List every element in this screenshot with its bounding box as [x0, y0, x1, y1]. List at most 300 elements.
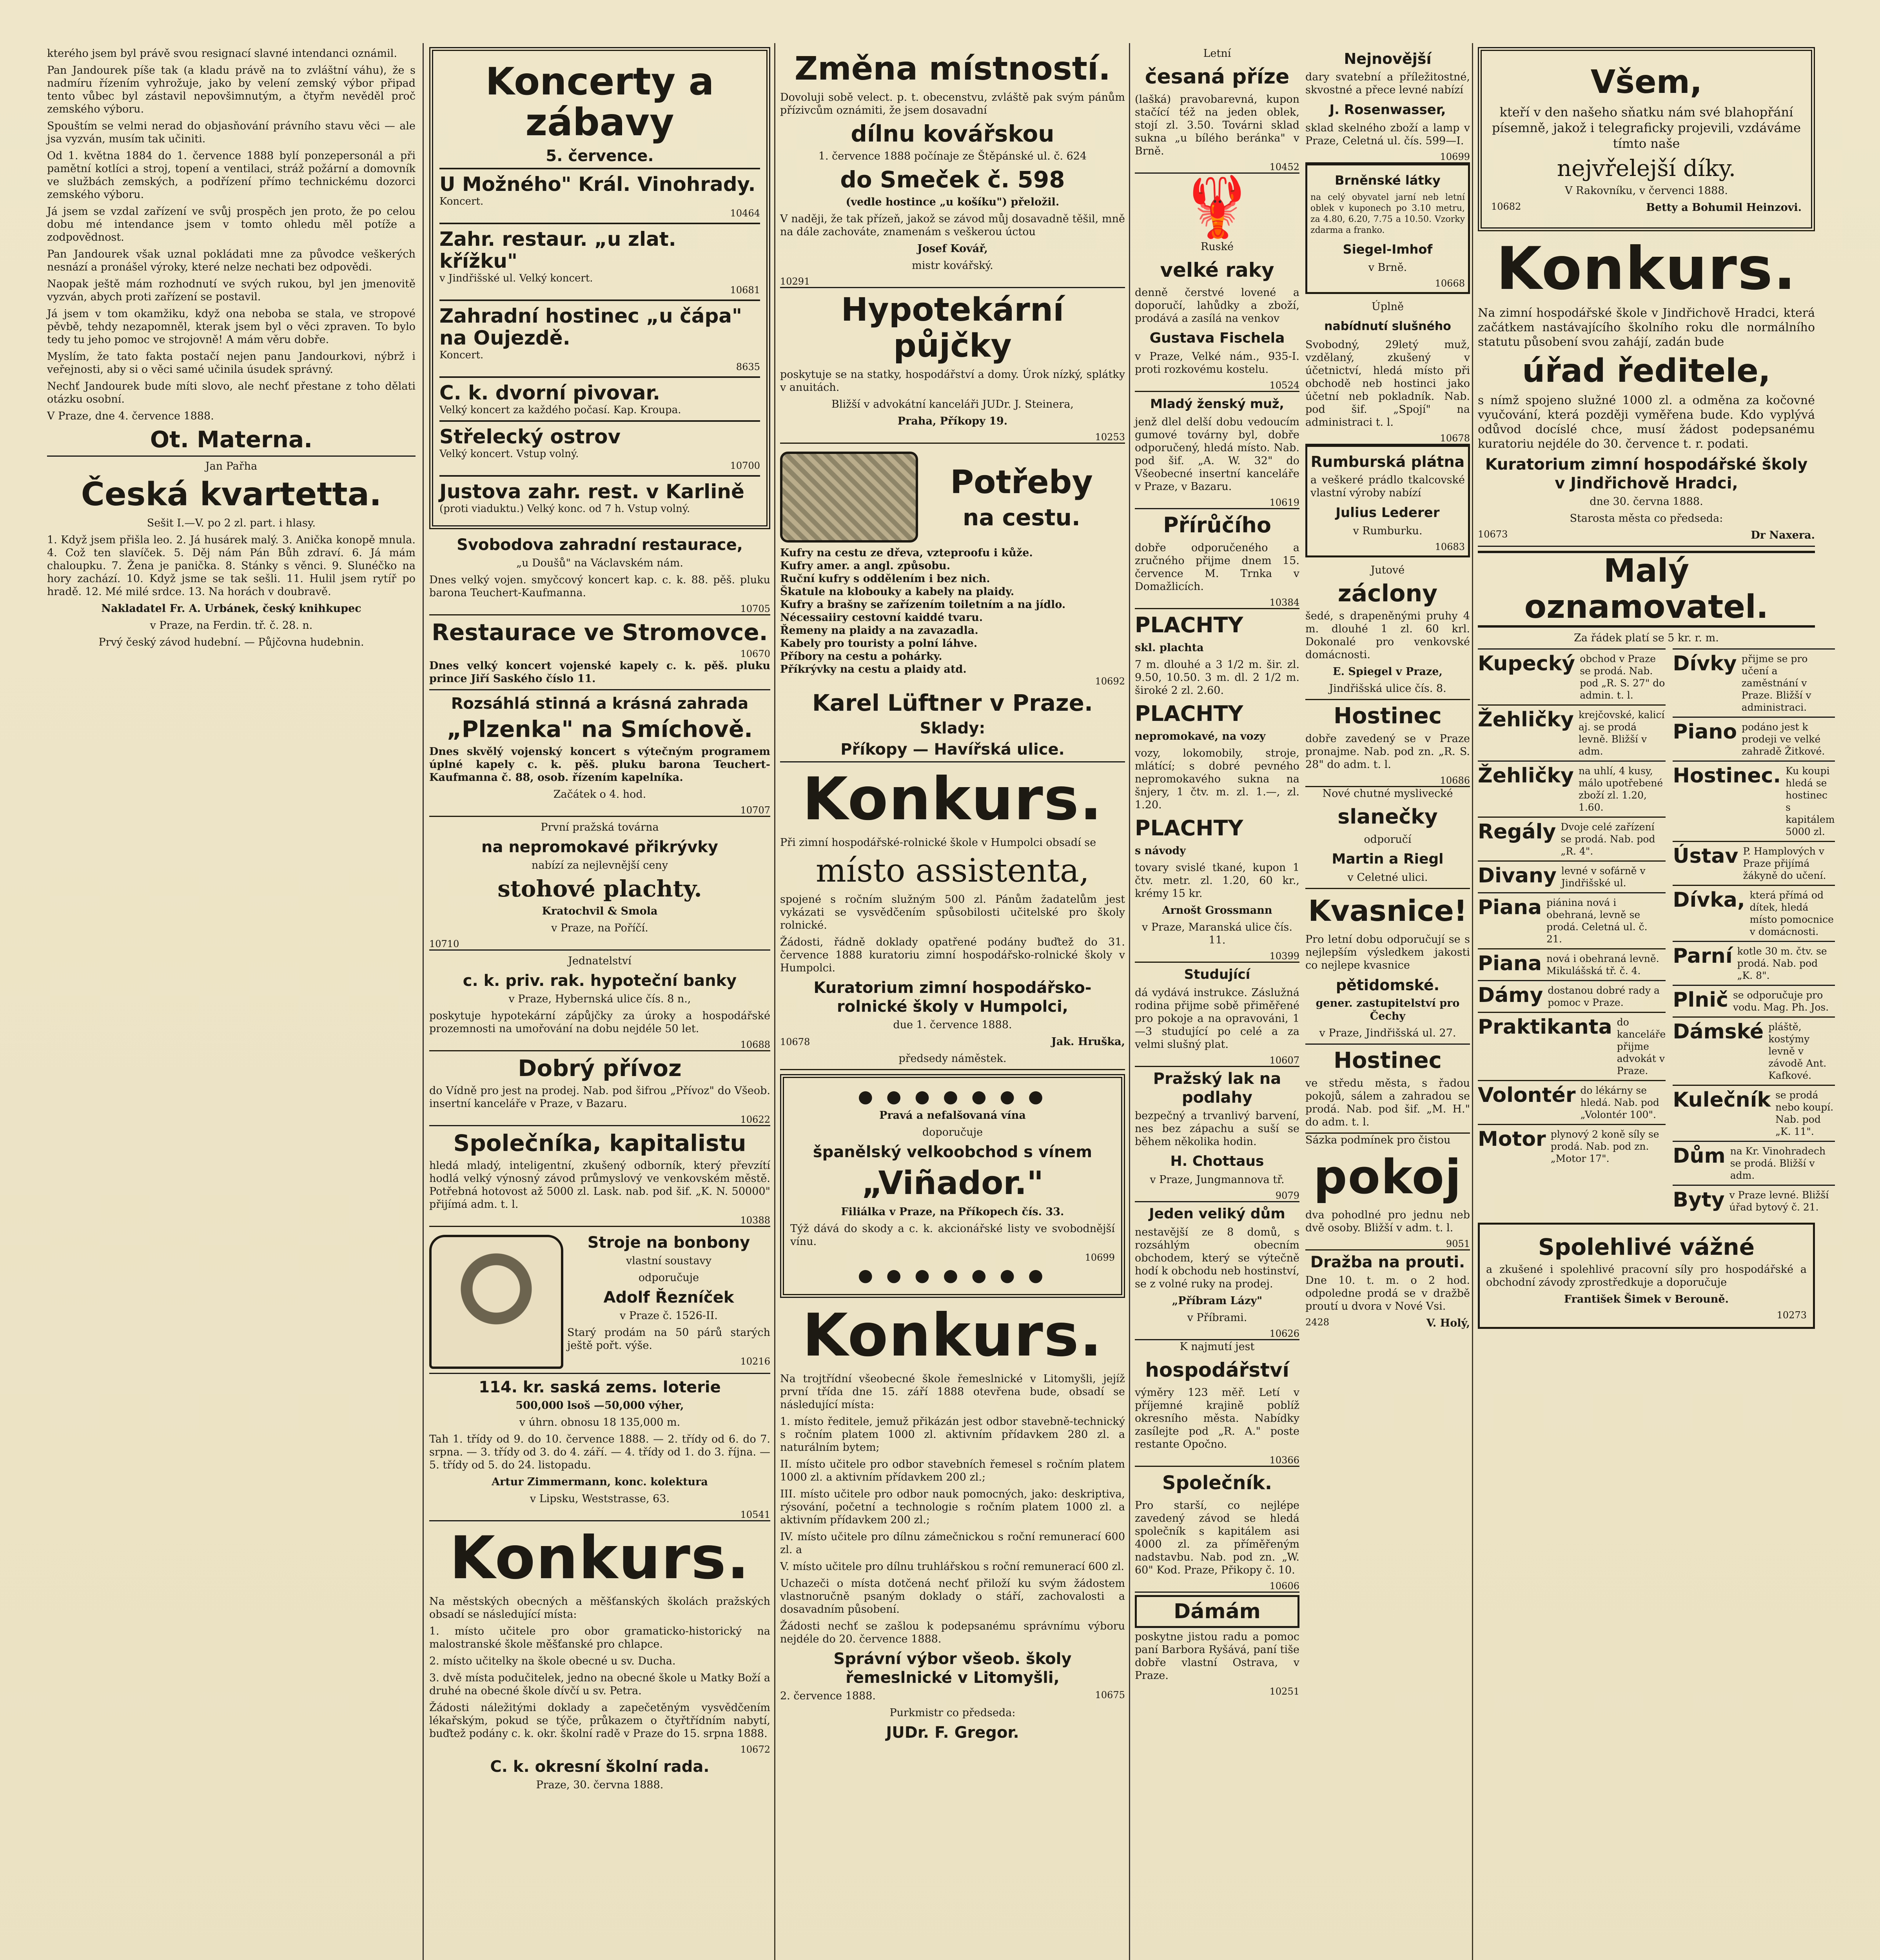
ad-text: s nímž spojeno služné 1000 zl. a odměna za kočovné vyučování, která později vyměřena bude. Kdo vyplývá odůvod docíslé chce, musí žádost podepsanému kuratoriu nejdéle do 30. července t. r. podati.	[1478, 394, 1815, 451]
ad-board: Správní výbor všeob. školy řemeslnické v Litomyšli,	[833, 1650, 1072, 1687]
ad-priracko	[1135, 512, 1299, 609]
ad-title: Česká kvartetta.	[81, 476, 382, 513]
classified-text: levné v sofárně v Jindřišské ul.	[1561, 865, 1646, 889]
ad-number: 9051	[1446, 1238, 1470, 1249]
column-article	[47, 47, 416, 1960]
ad-address: Praha, Příkopy 19.	[897, 415, 1008, 427]
ad-title: Restaurace ve Stromovce.	[432, 619, 768, 646]
ad-plachty	[1135, 612, 1299, 963]
ad-title: Dobrý přívoz	[518, 1055, 682, 1082]
classified-text: do lékárny se hledá. Nab. pod „Volontér 100".	[1580, 1085, 1659, 1120]
ad-text: Na zimní hospodářské škole v Jindřichově Hradci, která začátkem nastávajícího školního roku dle normálního statutu působení svou zahájí, zadán bude	[1478, 306, 1815, 349]
concert-desc: Koncert.	[439, 349, 484, 361]
song-list: 1. Když jsem přišla leo. 2. Já husárek malý. 3. Anička konopě mnula. 4. Což ten slavíček. 5. Děj nám Pán Bůh zdraví. 6. Já mám chaloupku. 7. Žena je panička. 8. Stánky s věnci. 9. Slunéčko na hory zachází. 10. Když jsme se tak sešli. 11. Hulil jsem rytíř po hradě. 12. Mé milé srdce. 13. Na horách v doubravě.	[47, 534, 416, 598]
section-title: Malý oznamovatel.	[1478, 551, 1815, 628]
ad-text: Týž dává do skody a c. k. akcionářské listy ve svobodnější vínu.	[790, 1223, 1115, 1248]
ad-address: v Praze, na Poříčí.	[551, 922, 648, 934]
classified-item	[1673, 1141, 1835, 1185]
concert-venue: Střelecký ostrov	[439, 425, 621, 448]
ad-number: 10541	[740, 1509, 770, 1520]
classified-item	[1673, 648, 1835, 717]
ad-signature: JUDr. F. Gregor.	[886, 1724, 1019, 1742]
ad-loterie	[429, 1378, 770, 1521]
ad-item: 3. dvě místa podučitelek, jedno na obecné škole u Matky Boží a druhé na obecné škole dívčí u sv. Petra.	[429, 1672, 770, 1697]
ad-place: Praze, 30. června 1888.	[536, 1779, 664, 1791]
article-paragraph: Já jsem v tom okamžiku, když ona neboba se stala, ve stropové pěvbě, tehdy nezapomněl, kterak jsem byl o věci zpraven. To bylo tedy tu jeho pomoc ve strojovně! A mám věru dobře.	[47, 308, 416, 346]
ad-title: česaná příze	[1145, 65, 1290, 89]
ad-damam	[1135, 1595, 1299, 1697]
classified-keyword: Piana	[1478, 952, 1542, 975]
ad-firm: Josef Kovář,	[917, 243, 988, 255]
ad-item: 1. místo učitele pro obor gramaticko-historický na malostranské škole měšťanské pro chlapce.	[429, 1625, 770, 1650]
classified-text: Ku koupi hledá se hostinec s kapitálem 5000 zl.	[1786, 765, 1835, 837]
classified-keyword: Motor	[1478, 1127, 1546, 1151]
classified-keyword: Divany	[1478, 864, 1557, 887]
ad-title: Nejnovější	[1344, 50, 1432, 67]
ad-text: vozy, lokomobily, stroje, mlátící; s dobré pevného nepromokavého sukna na šnjery, 1 čtv. m. zl. 1.—, zl. 1.20.	[1135, 747, 1299, 811]
ad-title: Změna místností.	[794, 50, 1111, 87]
ad-text: dva pohodlné pro jednu neb dvě osoby. Bližší v adm. t. l.	[1305, 1209, 1470, 1234]
ad-big: pokoj	[1313, 1150, 1462, 1205]
ad-text: Dne 10. t. m. o 2 hod. odpoledne prodá se v dražbě proutí u dvora v Nové Vsi.	[1305, 1274, 1470, 1312]
ad-dum	[1135, 1205, 1299, 1340]
classified-item	[1478, 1124, 1666, 1168]
classified-keyword: Ústav	[1673, 844, 1738, 868]
ad-title: Brněnské látky	[1335, 173, 1441, 188]
ad-text: spojené s ročním služným 500 zl. Pánům žadatelům jest vykázati se vysvědčením spůsobilosti učitelské pro školy rolnické.	[780, 893, 1125, 931]
classified-text: se prodá nebo koupí. Nab. pod „K. 11".	[1775, 1089, 1834, 1137]
classified-item	[1673, 985, 1835, 1016]
classified-item	[1478, 1080, 1666, 1124]
ad-address: v Praze, Hybernská ulice čís. 8 n.,	[508, 993, 691, 1005]
classified-text: piánina nová i obehraná, levně se prodá. Celetná ul. č. 21.	[1546, 897, 1648, 945]
ad-title: Dražba na prouti.	[1310, 1253, 1465, 1271]
ad-line: Kabely pro touristy a polní láhve.	[780, 637, 978, 650]
ad-text: Pro letní dobu odporučují se s nejlepším výsledkem jakosti co nejlepe kvasnice	[1305, 933, 1470, 971]
classified-text: kotle 30 m. čtv. se prodá. Nab. pod „K. 8".	[1737, 946, 1827, 981]
ad-number: 10707	[740, 805, 770, 816]
ad-title: Společníka, kapitalistu	[453, 1130, 746, 1156]
ad-title: Rumburská plátna	[1310, 453, 1465, 470]
ad-text: odporučí	[1364, 833, 1412, 846]
ad-number: 10672	[740, 1744, 770, 1755]
concert-venue: U Možného" Král. Vinohrady.	[439, 173, 756, 196]
ad-big: dílnu kovářskou	[851, 120, 1054, 147]
ad-text: dobře zavedený se v Praze pronajme. Nab. pod zn. „R. S. 28" do adm. t. l.	[1305, 733, 1470, 771]
bonbon-machine-image	[429, 1235, 563, 1369]
ad-title: Potřeby	[950, 464, 1093, 501]
composer-name: Jan Pařha	[205, 460, 258, 472]
article-paragraph: Spouštím se velmi nerad do objasňování právního stavu věci — ale jsa vyzván, musím tak učiniti.	[47, 120, 416, 145]
classified-item	[1478, 760, 1666, 817]
ad-number: 10251	[1269, 1686, 1299, 1697]
classified-text: přijme se pro učení a zaměstnání v Praze. Bližší v administraci.	[1741, 653, 1811, 713]
ad-text: bezpečný a trvanlivý barvení, nes bez zápachu a suší se během několika hodin.	[1135, 1110, 1299, 1148]
classified-item	[1478, 648, 1666, 704]
article-author: Ot. Materna.	[150, 426, 313, 453]
concert-item	[439, 223, 760, 299]
classified-text: obchod v Praze se prodá. Nab. pod „R. S. 27" do admin. t. l.	[1580, 653, 1665, 701]
classified-keyword: Dům	[1673, 1144, 1726, 1168]
classified-keyword: Byty	[1673, 1188, 1725, 1212]
ad-text: kteří v den našeho sňatku nám své blahopřání písemně, jakož i telegraficky projevili, vzdáváme tímto naše	[1492, 105, 1801, 151]
ad-hostinec-2	[1305, 1048, 1470, 1134]
ad-subtitle: nabízí za nejlevnější ceny	[532, 859, 668, 871]
ad-title: Hypotekární půjčky	[841, 291, 1064, 365]
ad-title: Společník.	[1162, 1472, 1272, 1494]
ad-text: dobře odporučeného a zručného přijme dnem 15. července M. Trnka v Domažlicích.	[1135, 542, 1299, 593]
ad-drazba	[1305, 1253, 1470, 1334]
ad-title: hospodářství	[1145, 1359, 1289, 1381]
ad-number: 10452	[1269, 162, 1299, 172]
article-paragraph: Myslím, že tato fakta postačí nejen panu Jandourkovi, nýbrž i veřejnosti, aby si o věci samé učinila úsudek správný.	[47, 350, 416, 376]
ad-number: 10291	[780, 276, 810, 287]
classified-text: podáno jest k prodeji ve velké zahradě Žitkové.	[1742, 721, 1825, 757]
classified-keyword: Kupecký	[1478, 652, 1575, 675]
publisher: Nakladatel Fr. A. Urbánek, český knihkupec	[101, 603, 361, 615]
ad-brnenske	[1305, 163, 1470, 294]
ad-spolecnik	[1135, 1470, 1299, 1593]
ad-title: Spolehlivé vážné	[1538, 1234, 1755, 1260]
ad-head: Úplně	[1371, 301, 1404, 313]
ad-signature: V. Holý,	[1426, 1317, 1470, 1329]
ad-title: Kvasnice!	[1308, 894, 1467, 928]
ad-title: nabídnutí slušného	[1324, 319, 1451, 333]
ad-firm: gener. zastupitelství pro Čechy	[1316, 997, 1460, 1022]
section-price: Za řádek platí se 5 kr. r. m.	[1574, 632, 1719, 644]
ad-text: dá vydává instrukce. Záslužná rodina přijme sobě přiměřené pro pokoje a na opravováni, 1—3 studující po celé a za velmi slušný plat.	[1135, 987, 1299, 1051]
ad-number: 10524	[1269, 380, 1299, 391]
classified-item	[1673, 941, 1835, 985]
ad-number: 10683	[1435, 541, 1465, 552]
ad-subtitle: „u Doušů" na Václavském nám.	[516, 557, 683, 569]
classified-keyword: Piano	[1673, 720, 1737, 744]
concert-desc: (proti viaduktu.) Velký konc. od 7 h. Vstup volný.	[439, 503, 690, 515]
ad-number: 10619	[1269, 497, 1299, 508]
ad-number: 10399	[1269, 951, 1299, 962]
classified-keyword: Dívka,	[1673, 888, 1745, 912]
classified-text: nová i obehraná levně. Mikulášská tř. č. 4.	[1546, 953, 1659, 976]
ad-text: jenž dlel delší dobu vedoucím gumové továrny byl, dobře odporučený, hledá místo. Nab. pod šif. „A. W. 32" do Všeobecné insertní kanceláře v Praze, v Bazaru.	[1135, 416, 1299, 493]
ad-intro: Na městských obecných a měšťanských školách pražských obsadí se následující místa:	[429, 1595, 770, 1621]
ad-number: 10668	[1435, 278, 1465, 289]
ad-title: Stroje na bonbony	[587, 1234, 750, 1252]
ad-big: úřad ředitele,	[1522, 352, 1771, 390]
ad-text: Tah 1. třídy od 9. do 10. července 1888. — 2. třídy od 6. do 7. srpna. — 3. třídy od 3. do 4. září. — 4. třídy od 1. do 3. října. — 5. třídy od 5. do 24. listopadu.	[429, 1433, 770, 1471]
ad-title: PLACHTY	[1135, 613, 1243, 637]
classified-text: P. Hamplových v Praze přijímá žákyně do učení.	[1743, 846, 1826, 881]
lobster-image: 🦞	[1180, 173, 1254, 241]
classified-keyword: Piana	[1478, 896, 1542, 919]
classified-item	[1478, 704, 1666, 760]
ad-time: Začátek o 4. hod.	[553, 788, 646, 800]
classified-keyword: Žehličky	[1478, 708, 1574, 731]
ad-prikryvky	[429, 821, 770, 951]
ad-hypo	[780, 292, 1125, 444]
ad-title: Mladý ženský muž,	[1150, 396, 1284, 411]
ad-hostinec	[1305, 703, 1470, 787]
ad-text: a veškeré prádlo tkalcovské vlastní výroby nabízí	[1310, 474, 1465, 499]
ornament-border: ● ● ● ● ● ● ●	[858, 1265, 1047, 1285]
ad-konkurs-litomysl	[780, 1301, 1125, 1742]
ad-text: Žádosti nechť se zašlou k podepsanému správnímu výboru nejdéle do 20. července 1888.	[780, 1620, 1125, 1645]
article-paragraph: Nechť Jandourek bude míti slovo, ale nechť přestane z toho dělati otázku osobní.	[47, 380, 416, 405]
ad-text: Svobodný, 29letý muž, vzdělaný, zkušený v účetnictví, hledá místo při obchodě neb hostinci jako účetní neb pokladník. Nab. pod šif. „Spojí" na administraci t. l.	[1305, 339, 1470, 428]
ad-address: v Brně.	[1368, 261, 1407, 274]
ad-head: K najmutí jest	[1180, 1341, 1255, 1353]
ad-text: poskytuje se na statky, hospodářství a domy. Úrok nízký, splátky v anuitách.	[780, 368, 1125, 394]
classified-item	[1673, 885, 1835, 941]
ad-privoz	[429, 1055, 770, 1126]
ad-studujici	[1135, 965, 1299, 1067]
ad-subtitle: vlastní soustavy	[626, 1255, 712, 1267]
ad-head: Nové chutné myslivecké	[1322, 788, 1453, 800]
ad-line: Řemeny na plaidy a na zavazadla.	[780, 624, 978, 637]
ad-text: denně čerstvé lovené a doporučí, lahůdky a zboží, prodává a zasílá na venkov	[1135, 287, 1299, 325]
ad-text: nestavější ze 8 domů, s rozsáhlým obecním obchodem, který se výtečně hodí k obchodu neb hostinství, se z volné ruky na prodej.	[1135, 1226, 1299, 1290]
ad-title: Hostinec	[1334, 1048, 1442, 1073]
ad-title: na nepromokavé přikrývky	[481, 838, 718, 856]
ad-vinador	[780, 1074, 1125, 1298]
classified-text: krejčovské, kalicí aj. se prodá levně. Bližší v adm.	[1578, 709, 1665, 757]
ad-firm: František Šimek v Berouně.	[1564, 1293, 1729, 1305]
ad-item: V. místo učitele pro dílnu truhlářskou s roční remunerací 600 zl.	[780, 1561, 1124, 1573]
ad-place: V Rakovníku, v červenci 1888.	[1564, 185, 1728, 197]
ad-title: slanečky	[1337, 805, 1438, 829]
classified-text: na uhlí, 4 kusy, málo upotřebené zboží zl. 1.20, 1.60.	[1578, 765, 1663, 813]
classified-keyword: Dámské	[1673, 1020, 1764, 1044]
ad-title: „Plzenka" na Smíchově.	[446, 716, 753, 742]
ad-chair: Starosta města co předseda:	[1570, 512, 1723, 524]
ad-text: na celý obyvatel jarní neb letní oblek v kuponech po 3.10 metru, za 4.80, 6.20, 7.75 a 10.50. Vzorky zdarma a franko.	[1310, 192, 1465, 235]
concert-item	[439, 475, 760, 519]
ad-address: v Lipsku, Weststrasse, 63.	[530, 1493, 670, 1505]
ad-title: Konkurs.	[449, 1524, 750, 1592]
concert-desc: Velký koncert za každého počasí. Kap. Kroupa.	[439, 404, 681, 416]
ad-chair: Purkmistr co předseda:	[889, 1707, 1016, 1719]
ad-kuratorium: Kuratorium zimní hospodářsko-rolnické školy v Humpolci,	[813, 979, 1092, 1016]
ad-line: Nécessaiiry cestovní kaiddé tvaru.	[780, 612, 983, 624]
classified-item	[1673, 1085, 1835, 1141]
classified-keyword: Kulečník	[1673, 1088, 1771, 1112]
ad-firm: E. Spiegel v Praze,	[1333, 666, 1443, 678]
classified-keyword: Dámy	[1478, 984, 1543, 1007]
ad-address: v Celetné ulici.	[1347, 871, 1428, 884]
concert-item	[439, 376, 760, 420]
concert-desc: Koncert.	[439, 196, 484, 207]
column-rule	[423, 43, 424, 1960]
ad-number: 8635	[736, 361, 760, 372]
ad-number: 10388	[740, 1215, 770, 1226]
column-rule	[774, 43, 775, 1960]
ad-number: 10253	[1095, 432, 1125, 443]
classified-item	[1673, 1185, 1835, 1216]
ad-number: 10700	[730, 460, 760, 471]
ad-line: Kufry amer. a angl. způsobu.	[780, 560, 951, 572]
ad-text: Žádosti, řádně doklady opatřené podány buďtež do 31. července 1888 kuratoriu zimní hospodářsko-rolnické školy v Humpolci.	[780, 936, 1125, 974]
ad-konkurs-praha	[429, 1524, 770, 1791]
ad-firm: „Příbram Lázy"	[1172, 1295, 1263, 1307]
ad-kvasnice	[1305, 893, 1470, 1045]
concert-venue: C. k. dvorní pivovar.	[439, 381, 661, 404]
publisher-footer: Prvý český závod hudební. — Půjčovna hudebnin.	[98, 636, 364, 648]
ad-prize: 500,000 lsoš —50,000 výher,	[515, 1399, 684, 1412]
ad-firm: Siegel-Imhof	[1343, 242, 1433, 257]
concert-venue: Justova zahr. rest. v Karlině	[439, 480, 744, 503]
ad-number: 10216	[740, 1356, 770, 1367]
ad-signature: C. k. okresní školní rada.	[490, 1758, 710, 1776]
ad-vazne	[1478, 1223, 1815, 1329]
ad-nejnovejsi	[1305, 49, 1470, 163]
ad-role: mistr kovářský.	[912, 260, 993, 272]
ad-firm: Adolf Řezníček	[603, 1289, 734, 1307]
ad-head: Letní	[1203, 47, 1231, 60]
concert-item	[439, 299, 760, 376]
ad-number: 10686	[1440, 775, 1470, 786]
ad-shop: španělský velkoobchod s vínem	[813, 1143, 1092, 1161]
classified-text: dostanou dobré rady a pomoc v Praze.	[1548, 985, 1660, 1008]
ad-title: Konkurs.	[1496, 235, 1797, 303]
ad-text: Uchazeči o místa dotčená nechť přiloží ku svým žádostem vlastnoručně psaným doklady o stáří, zachovalosti a dosavadním působení.	[780, 1577, 1125, 1615]
classifieds-left	[1478, 648, 1666, 1216]
column-ads-3	[780, 47, 1125, 1960]
ad-number: 10675	[1095, 1690, 1125, 1700]
ad-address: v Praze, Velké nám., 935-I. proti rozkovému kostelu.	[1135, 350, 1299, 376]
ad-number: 10681	[730, 285, 760, 296]
ad-firm: H. Chottaus	[1170, 1153, 1264, 1169]
ad-number: 10622	[740, 1114, 770, 1125]
ad-text: ve středu města, s řadou pokojů, sálem a zahradou se prodá. Nab. pod šif. „M. H." do adm. t. l.	[1305, 1077, 1470, 1128]
ad-side: s návody	[1135, 845, 1186, 857]
ad-text: poskytuje hypotekární zápůjčky za úroky a hospodářské prozemnosti na umořování na dobu nejdéle 50 let.	[429, 1010, 770, 1035]
ad-title: PLACHTY	[1135, 816, 1243, 840]
ad-title: záclony	[1337, 580, 1438, 607]
article-paragraph: Pan Jandourek píše tak (a kladu právě na to zvláštní váhu), že s nadmíru řízením vyhrožuje, jako by velení zemský výbor připad tento vůbec byl zástavil nepovšimnutým, a čtyřm nevěděl proč zemského výboru.	[47, 64, 416, 115]
ad-text: V naději, že tak přízeň, jakož se závod můj dosavadně těšil, mně na dále zachováte, znamenám s veškerou úctou	[780, 213, 1125, 238]
ad-title: Svobodova zahradní restaurace,	[457, 536, 743, 554]
ad-number: 10688	[740, 1039, 770, 1050]
concert-item	[439, 420, 760, 475]
ad-koncerty	[429, 47, 770, 529]
ad-number: 10626	[1269, 1328, 1299, 1339]
concert-venue: Zahradní hostinec „u čápa" na Oujezdě.	[439, 305, 742, 349]
ad-item: 1. místo ředitele, jemuž přikázán jest odbor stavebně-technický s ročním platem 1000 zl. aktivním přídavkem 280 zl. a naturálním bytem;	[780, 1416, 1125, 1454]
ad-address: v Praze č. 1526-II.	[620, 1310, 718, 1322]
ad-number: 10607	[1269, 1055, 1299, 1066]
ad-upravce	[1305, 300, 1470, 445]
column-rule	[1129, 43, 1130, 1960]
series-info: Sešit I.—V. po 2 zl. part. i hlasy.	[147, 517, 316, 529]
ad-date: 5. července.	[546, 147, 654, 165]
ad-title: velké raky	[1160, 259, 1274, 281]
ad-address: v Praze, Maranská ulice čís. 11.	[1142, 921, 1292, 946]
ad-big: místo assistenta,	[815, 852, 1089, 889]
ad-item: IV. místo učitele pro dílnu zámečnickou s roční remunerací 600 zl. a	[780, 1531, 1125, 1556]
ad-title: 114. kr. saská zems. loterie	[479, 1378, 721, 1396]
classified-keyword: Dívky	[1673, 652, 1737, 675]
ad-hospodarstvi	[1135, 1340, 1299, 1467]
ad-head: Jednatelství	[568, 955, 632, 967]
ad-title: Přírůčího	[1163, 513, 1271, 537]
ad-title: Koncerty a zábavy	[485, 60, 714, 144]
ad-address: v Praze, Jindřišská ul. 27.	[1319, 1027, 1456, 1039]
ad-text: odporučuje	[638, 1272, 699, 1284]
ad-raky	[1135, 240, 1299, 392]
article-paragraph: Naopak ještě mám rozhodnutí ve svých rukou, byl jen jmenovitě vyzván, abych proti zařízení se postavil.	[47, 278, 416, 303]
classified-item	[1478, 817, 1666, 860]
ad-zensky	[1135, 394, 1299, 509]
ad-big: stohové plachty.	[497, 875, 702, 902]
classifieds-right	[1673, 648, 1835, 1216]
concert-desc: v Jindřišské ul. Velký koncert.	[439, 272, 593, 284]
ad-subtitle: v úhrn. obnosu 18 135,000 m.	[519, 1416, 681, 1428]
ad-head: První pražská továrna	[541, 821, 659, 833]
ad-address: v Příbrami.	[1187, 1312, 1247, 1324]
ad-kuratorium: Kuratorium zimní hospodářské školy v Jindřichově Hradci,	[1485, 456, 1808, 492]
ad-date: due 1. července 1888.	[893, 1019, 1012, 1031]
ad-number: 10273	[1777, 1310, 1807, 1321]
ad-item: III. místo učitele pro odbor nauk pomocných, jako: deskriptiva, rýsování, početní a technologie s ročním platem 1000 zl. a aktivním přídavkem 200 zl.;	[780, 1488, 1125, 1526]
ad-side: nepromokavé, na vozy	[1135, 730, 1266, 742]
classified-item	[1478, 980, 1666, 1012]
ad-signature: Dr Naxera.	[1751, 529, 1815, 541]
column-ads-2	[429, 47, 770, 1960]
classified-text: plynový 2 koně síly se prodá. Nab. pod zn. „Motor 17".	[1550, 1129, 1659, 1164]
ad-line: Příbory na cestu a pohárky.	[780, 650, 942, 662]
ad-stroje	[429, 1231, 770, 1374]
classified-item	[1673, 760, 1835, 841]
publisher-address: v Praze, na Ferdin. tř. č. 28. n.	[150, 619, 313, 632]
travel-chest-image	[780, 452, 918, 543]
ad-number: 2428	[1305, 1317, 1330, 1328]
ad-title: Dámám	[1174, 1600, 1261, 1623]
ad-firm: Karel Lüftner v Praze.	[812, 690, 1093, 716]
classified-item	[1673, 841, 1835, 885]
classified-item	[1478, 860, 1666, 892]
classified-text: na Kr. Vinohradech se prodá. Bližší v adm.	[1730, 1145, 1826, 1181]
ad-firm: Julius Lederer	[1336, 505, 1440, 521]
classified-item	[1673, 1016, 1835, 1085]
ad-lak	[1135, 1069, 1299, 1202]
ad-plzenka	[429, 694, 770, 817]
ad-firm: Bližší v advokátní kanceláři JUDr. J. Steinera,	[831, 398, 1074, 410]
concert-desc: Velký koncert. Vstup volný.	[439, 448, 579, 460]
ad-platna	[1305, 445, 1470, 557]
ad-subtitle: doporučuje	[922, 1126, 983, 1138]
column-ads-4	[1135, 47, 1299, 1960]
ad-number: 10705	[740, 603, 770, 614]
ad-title: Studující	[1184, 967, 1250, 982]
ad-subtitle: na cestu.	[963, 504, 1080, 531]
classified-text: pláště, kostýmy levně v závodě Ant. Kafkové.	[1768, 1021, 1827, 1081]
ad-text: tovary svislé tkané, kupon 1 čtv. metr. zl. 1.20, 60 kr., krémy 15 kr.	[1135, 862, 1299, 900]
ad-firm: Martin a Riegl	[1332, 851, 1444, 867]
ad-lead: Pravá a nefalšovaná vína	[879, 1109, 1026, 1122]
ad-title: Pražský lak na podlahy	[1153, 1070, 1281, 1107]
concert-item	[439, 168, 760, 223]
ad-text: Při zimní hospodářské-rolnické škole v Humpolci obsadí se	[780, 837, 1096, 849]
ornament-border: ● ● ● ● ● ● ●	[858, 1087, 1047, 1107]
ad-number: 10366	[1269, 1455, 1299, 1466]
ad-text: dary svatební a příležitostné, skvostné a přece levné nabízí	[1305, 71, 1470, 96]
ad-line: Kufry a brašny se zařízením toiletním a na jídlo.	[780, 599, 1066, 611]
ad-big: pětidomské.	[1336, 976, 1440, 994]
ad-firm: Kratochvil & Smola	[542, 905, 658, 917]
ad-number: 9079	[1275, 1190, 1299, 1201]
ad-pokoj	[1305, 1134, 1470, 1250]
ad-line: Příkrývky na cestu a plaidy atd.	[780, 663, 967, 675]
ad-sklady: Sklady:	[920, 719, 985, 737]
